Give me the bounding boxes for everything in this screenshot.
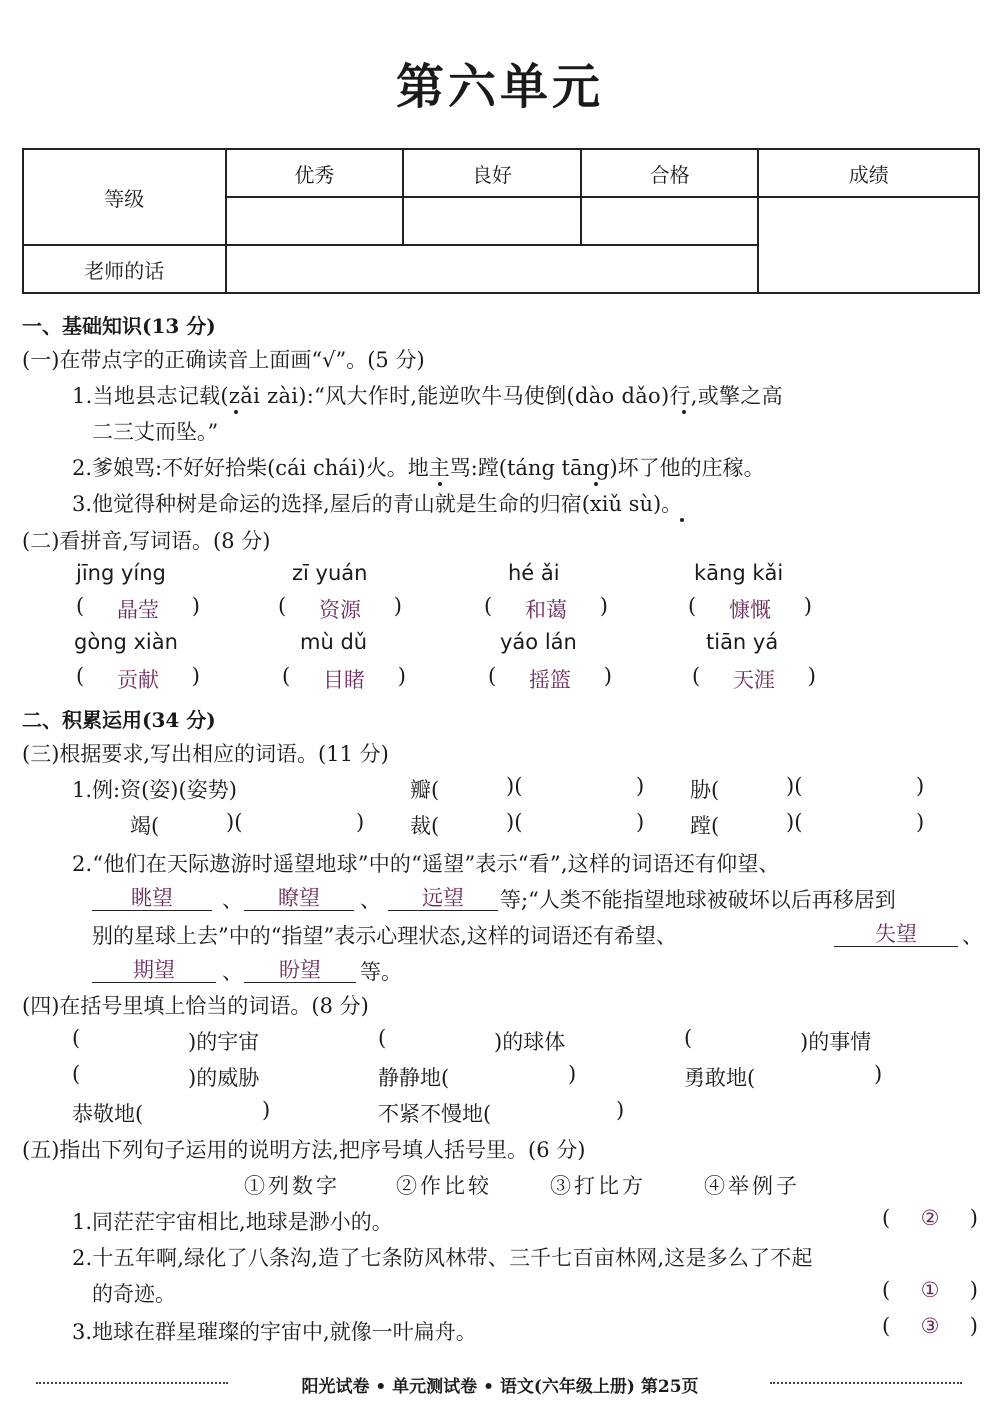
teacher-label: 老师的话 bbox=[23, 245, 226, 293]
q5-sentence-1: 1.同茫茫宇宙相比,地球是渺小的。 bbox=[72, 1210, 393, 1234]
pinyin-1: jīng yíng bbox=[76, 561, 166, 585]
separator: 、 bbox=[360, 888, 381, 912]
pinyin-4: kāng kǎi bbox=[694, 561, 784, 585]
answer-blank: 盼望 bbox=[244, 954, 356, 983]
page-title: 第六单元 bbox=[395, 59, 604, 115]
q3-item2-line2: 等;“人类不能指望地球被破坏以后再移居到 bbox=[500, 888, 896, 912]
q4-item: 勇敢地( ) bbox=[684, 1062, 883, 1090]
col-good: 良好 bbox=[403, 149, 581, 197]
q4-item: 不紧不慢地( ) bbox=[378, 1098, 625, 1126]
q4-item: ( )的事情 bbox=[684, 1026, 872, 1054]
answer-blank: 失望 bbox=[834, 918, 958, 947]
q1-line3: 3.他觉得种树是命运的选择,屋后的青山就是生命的归宿(xiǔ sù)。 bbox=[72, 492, 683, 516]
grade-table bbox=[22, 148, 980, 294]
pinyin-7: yáo lán bbox=[500, 630, 577, 654]
answer-blank: 瞭望 bbox=[244, 882, 354, 911]
pinyin-3: hé ǎi bbox=[508, 561, 560, 585]
score-cell[interactable] bbox=[758, 197, 979, 293]
q3-example: 1.例:资(姿)(姿势) bbox=[72, 778, 237, 802]
q3-char-tang: 蹚( )( ) bbox=[690, 810, 925, 838]
q4-heading: (四)在括号里填上恰当的词语。(8 分) bbox=[22, 994, 369, 1018]
q3-item2-line3: 别的星球上去”中的“指望”表示心理状态,这样的词语还有希望、 bbox=[92, 924, 677, 948]
option-3: ③打比方 bbox=[550, 1174, 646, 1198]
q4-item: ( )的宇宙 bbox=[72, 1026, 260, 1054]
q2-heading: (二)看拼音,写词语。(8 分) bbox=[22, 529, 271, 553]
q4-item: 恭敬地( ) bbox=[72, 1098, 271, 1126]
pass-cell[interactable] bbox=[581, 197, 759, 245]
option-4: ④举例子 bbox=[704, 1174, 800, 1198]
part2-heading: 二、积累运用(34 分) bbox=[22, 708, 216, 732]
q4-item: ( )的威胁 bbox=[72, 1062, 260, 1090]
col-score: 成绩 bbox=[758, 149, 979, 197]
q5-heading: (五)指出下列句子运用的说明方法,把序号填人括号里。(6 分) bbox=[22, 1138, 586, 1162]
option-2: ②作比较 bbox=[396, 1174, 492, 1198]
pinyin-5: gòng xiàn bbox=[74, 630, 178, 654]
part1-heading: 一、基础知识(13 分) bbox=[22, 314, 216, 338]
answer-blank: 眺望 bbox=[92, 882, 212, 911]
q5-sentence-3: 3.地球在群星璀璨的宇宙中,就像一叶扁舟。 bbox=[72, 1320, 477, 1344]
pinyin-6: mù dǔ bbox=[300, 630, 368, 654]
q3-char-cai: 裁( )( ) bbox=[410, 810, 645, 838]
footer-divider bbox=[770, 1382, 962, 1384]
col-pass: 合格 bbox=[581, 149, 759, 197]
q5-sentence-2b: 的奇迹。 bbox=[92, 1282, 176, 1306]
q3-char-jie: 竭( )( ) bbox=[130, 810, 365, 838]
emphasis-dot bbox=[680, 518, 684, 522]
pinyin-2: zī yuán bbox=[292, 561, 368, 585]
option-1: ①列数字 bbox=[244, 1174, 340, 1198]
q1-line1: 1.当地县志记载(zǎi zài):“风大作时,能逆吹牛马使倒(dào dǎo)行,或擎之高 bbox=[72, 384, 783, 408]
excellent-cell[interactable] bbox=[226, 197, 404, 245]
q3-char-ban: 瓣( )( ) bbox=[410, 774, 645, 802]
q3-item2-line4: 等。 bbox=[360, 960, 402, 984]
footer: 阳光试卷 • 单元测试卷 • 语文(六年级上册) 第25页 bbox=[301, 1377, 699, 1397]
pinyin-8: tiān yá bbox=[706, 630, 779, 654]
teacher-comment-cell[interactable] bbox=[226, 245, 759, 293]
q1-line1b: 二三丈而坠。” bbox=[92, 420, 219, 444]
q3-item2-line1: 2.“他们在天际遨游时遥望地球”中的“遥望”表示“看”,这样的词语还有仰望、 bbox=[72, 852, 780, 876]
emphasis-dot bbox=[438, 482, 442, 486]
separator: 、 bbox=[222, 960, 243, 984]
q1-line2: 2.爹娘骂:不好好拾柴(cái chái)火。地主骂:蹚(táng tāng)坏了他的庄稼。 bbox=[72, 456, 765, 480]
q3-char-xie: 胁( )( ) bbox=[690, 774, 925, 802]
q4-item: 静静地( ) bbox=[378, 1062, 577, 1090]
good-cell[interactable] bbox=[403, 197, 581, 245]
grade-label: 等级 bbox=[23, 149, 226, 245]
col-excellent: 优秀 bbox=[226, 149, 404, 197]
q4-item: ( )的球体 bbox=[378, 1026, 566, 1054]
emphasis-dot bbox=[682, 410, 686, 414]
q5-sentence-2: 2.十五年啊,绿化了八条沟,造了七条防风林带、三千七百亩林网,这是多么了不起 bbox=[72, 1246, 813, 1270]
answer-blank: 远望 bbox=[388, 882, 498, 911]
separator: 、 bbox=[962, 924, 983, 948]
emphasis-dot bbox=[234, 410, 238, 414]
separator: 、 bbox=[222, 888, 243, 912]
emphasis-dot bbox=[594, 482, 598, 486]
q3-heading: (三)根据要求,写出相应的词语。(11 分) bbox=[22, 742, 389, 766]
q1-heading: (一)在带点字的正确读音上面画“√”。(5 分) bbox=[22, 348, 425, 372]
answer-blank: 期望 bbox=[92, 954, 216, 983]
